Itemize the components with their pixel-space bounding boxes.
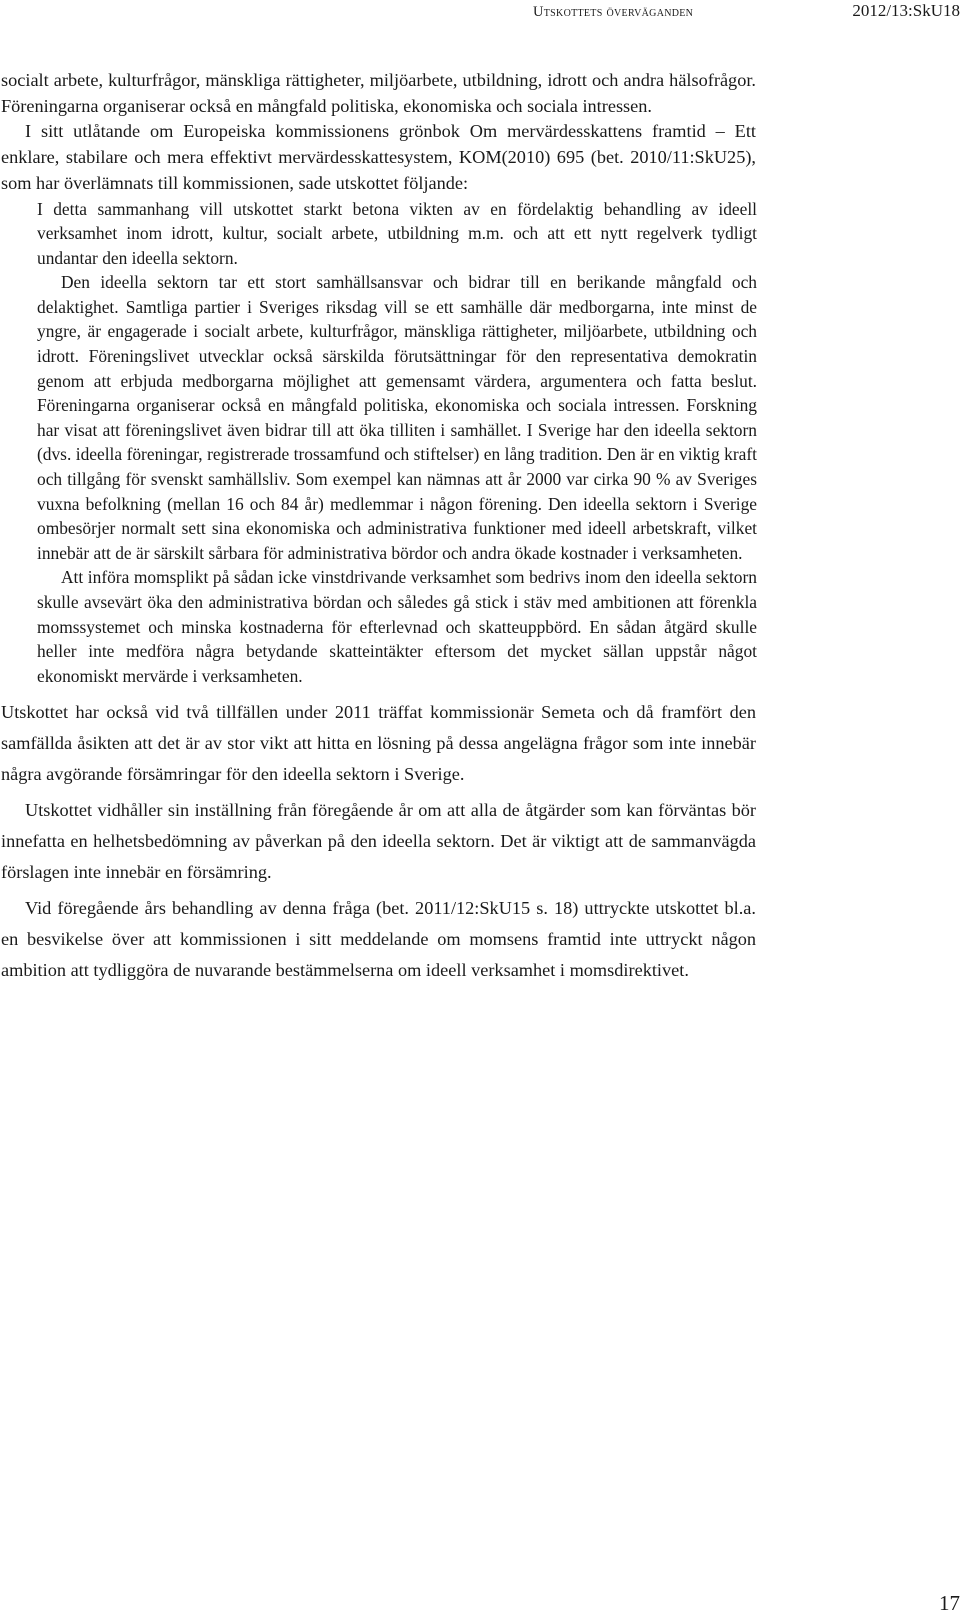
page-number: 17 <box>939 1591 960 1615</box>
quote-paragraph-3: Att införa momsplikt på sådan icke vinstdrivande verksamhet som bedrivs inom den ideella sektorn skulle avsevärt öka den administrativa bördan och således gå stick i stäv med ambitionen att förenkla momssystemet och minska kostnaderna för efterlevnad och skatteuppbörd. En sådan åtgärd skulle heller inte medföra några betydande skatteintäkter eftersom det mycket sällan uppstår något ekonomiskt mervärde i verksamheten. <box>37 567 757 686</box>
paragraph-3: Utskottet har också vid två tillfällen under 2011 träffat kommissionär Semeta och då framfört den samfällda åsikten att det är av stor vikt att hitta en lösning på dessa angelägna frågor som inte innebär några avgörande försämringar för den ideella sektorn i Sverige. <box>1 702 756 785</box>
paragraph-2: I sitt utlåtande om Europeiska kommissionens grönbok Om mervärdesskattens framtid – Ett enklare, stabilare och mera effektivt mervärdesskattesystem, KOM(2010) 695 (bet. 2010/11:SkU25), som har överlämnats till kommissionen, sade utskottet följande: <box>1 121 756 193</box>
body-text <box>1 68 756 986</box>
quote-paragraph-2: Den ideella sektorn tar ett stort samhällsansvar och bidrar till en berikande mångfald och delaktighet. Samtliga partier i Sveriges riksdag vill se ett samhälle där medborgarna, inte minst de yngre, är engagerade i socialt arbete, kulturfrågor, mänskliga rättigheter, miljöarbete, utbildning och idrott. Föreningslivet utvecklar också särskilda förutsättningar för den representativa demokratin genom att erbjuda medborgarna möjlighet att gemensamt värdera, argumentera och fatta beslut. Föreningarna organiserar också en mångfald politiska, ekonomiska och sociala intressen. Forskning har visat att föreningslivet även bidrar till att öka tilliten i samhället. I Sverige har den ideella sektorn (dvs. ideella föreningar, registrerade trossamfund och stiftelser) en lång tradition. Den är en viktig kraft och tillgång för svenskt samhällsliv. Som exempel kan nämnas att år 2000 var cirka 90 % av Sveriges vuxna befolkning (mellan 16 och 84 år) medlemmar i någon förening. Den ideella sektorn i Sverige ombesörjer normalt sett sina ekonomiska och administrativa funktioner med ideell arbetskraft, vilket innebär att de är särskilt sårbara för administrativa bördor och andra ökade kostnader i verksamheten. <box>37 272 757 563</box>
quote-paragraph-1: I detta sammanhang vill utskottet starkt betona vikten av en fördelaktig behandling av ideell verksamhet inom idrott, kultur, socialt arbete, utbildning m.m. och att ett nytt regelverk tydligt undantar den ideella sektorn. <box>37 198 757 268</box>
paragraph-1: socialt arbete, kulturfrågor, mänskliga rättigheter, miljöarbete, utbildning, idrott och andra hälsofrågor. Föreningarna organiserar också en mångfald politiska, ekonomiska och sociala intressen. <box>1 70 756 116</box>
running-header <box>0 0 960 30</box>
document-id: 2012/13:SkU18 <box>852 1 960 20</box>
paragraph-5: Vid föregående års behandling av denna fråga (bet. 2011/12:SkU15 s. 18) uttryckte utskottet bl.a. en besvikelse över att kommissionen i sitt meddelande om momsens framtid inte uttryckt någon ambition att tydliggöra de nuvarande bestämmelserna om ideell verksamhet i momsdirektivet. <box>1 898 756 981</box>
section-title: Utskottets överväganden <box>533 4 694 20</box>
block-quote <box>37 197 757 689</box>
paragraph-4: Utskottet vidhåller sin inställning från föregående år om att alla de åtgärder som kan förväntas bör innefatta en helhetsbedömning av påverkan på den ideella sektorn. Det är viktigt att de sammanvägda förslagen inte innebär en försämring. <box>1 800 756 883</box>
